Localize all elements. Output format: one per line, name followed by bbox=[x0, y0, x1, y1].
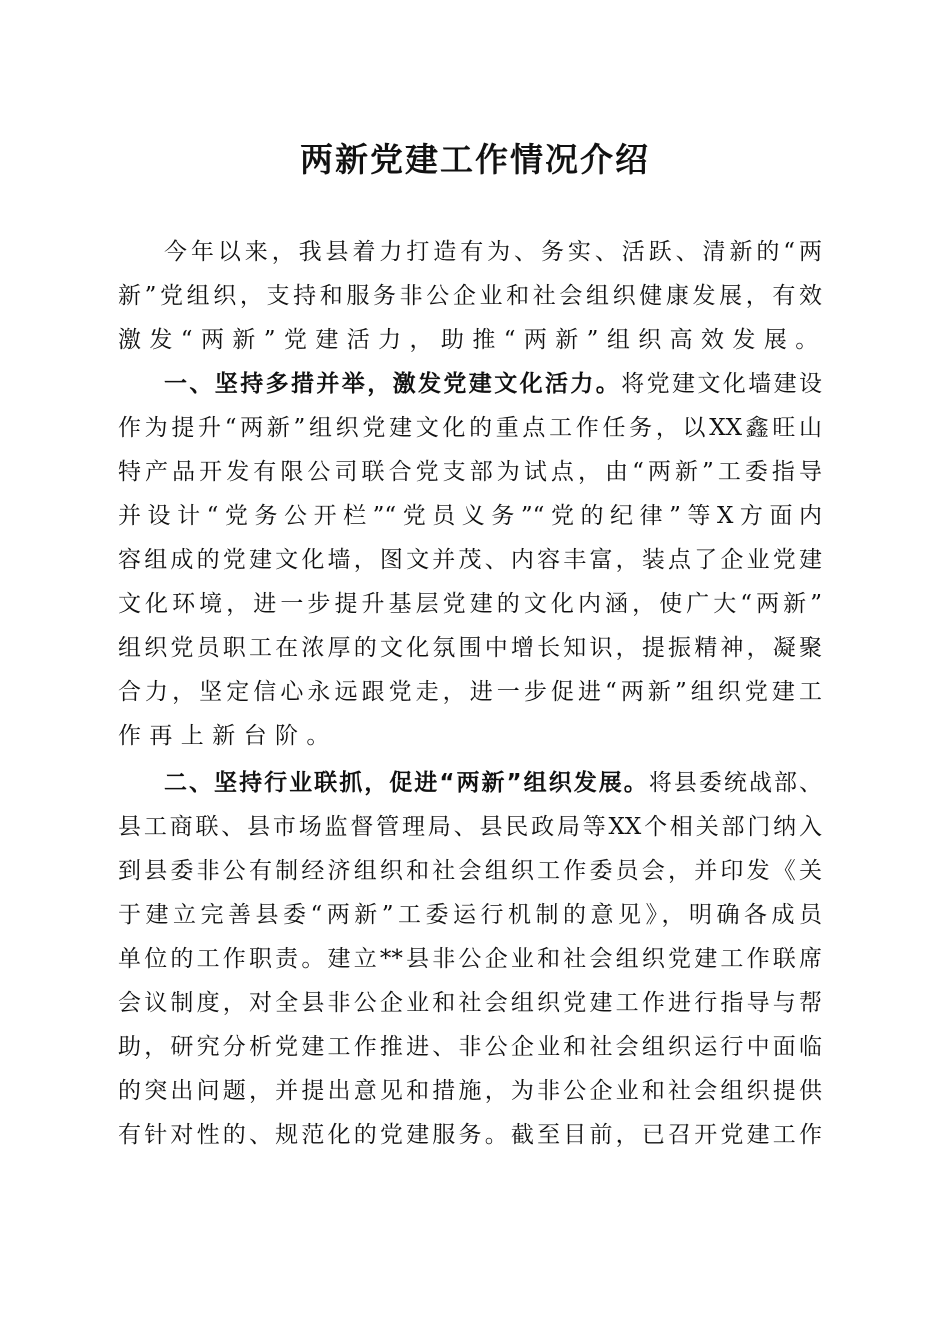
text-line: 今年以来，我县着力打造有为、务实、活跃、清新的“两 bbox=[164, 239, 822, 265]
text-line: 激发“两新”党建活力，助推“两新”组织高效发展。 bbox=[118, 327, 827, 353]
text-line: 会议制度，对全县非公企业和社会组织党建工作进行指导与帮 bbox=[118, 990, 822, 1016]
text-line bbox=[118, 761, 822, 805]
text-line: 组织党员职工在浓厚的文化氛围中增长知识，提振精神，凝聚 bbox=[118, 635, 822, 661]
text-line: 文化环境，进一步提升基层党建的文化内涵，使广大“两新” bbox=[118, 591, 822, 617]
text-line bbox=[118, 362, 822, 406]
text-segment: 将党建文化墙建设 bbox=[621, 371, 823, 397]
text-line: 的突出问题，并提出意见和措施，为非公企业和社会组织提供 bbox=[118, 1078, 822, 1104]
paragraph-section-1 bbox=[118, 362, 822, 758]
section-heading: 二、坚持行业联抓，促进“两新”组织发展。 bbox=[164, 770, 649, 796]
text-line: 并设计“党务公开栏”“党员义务”“党的纪律”等X方面内 bbox=[118, 503, 822, 529]
paragraph-intro bbox=[118, 230, 827, 362]
document-title: 两新党建工作情况介绍 bbox=[300, 140, 650, 179]
paragraph-section-2 bbox=[118, 761, 822, 1157]
text-segment: 将县委统战部、 bbox=[648, 770, 823, 796]
text-line: 助，研究分析党建工作推进、非公企业和社会组织运行中面临 bbox=[118, 1034, 822, 1060]
text-line: 到县委非公有制经济组织和社会组织工作委员会，并印发《关 bbox=[118, 858, 822, 884]
section-heading: 一、坚持多措并举，激发党建文化活力。 bbox=[164, 371, 622, 397]
text-line: 合力，坚定信心永远跟党走，进一步促进“两新”组织党建工 bbox=[118, 679, 822, 705]
document-body bbox=[118, 230, 827, 1157]
text-line: 容组成的党建文化墙，图文并茂、内容丰富，装点了企业党建 bbox=[118, 547, 822, 573]
text-line: 作再上新台阶。 bbox=[118, 723, 338, 749]
text-line: 于建立完善县委“两新”工委运行机制的意见》，明确各成员 bbox=[118, 902, 822, 928]
text-line: 新”党组织，支持和服务非公企业和社会组织健康发展，有效 bbox=[118, 283, 822, 309]
text-line: 作为提升“两新”组织党建文化的重点工作任务，以XX鑫旺山 bbox=[118, 415, 822, 441]
text-line: 单位的工作职责。建立**县非公企业和社会组织党建工作联席 bbox=[118, 946, 822, 972]
text-line: 特产品开发有限公司联合党支部为试点，由“两新”工委指导 bbox=[118, 459, 822, 485]
text-line: 有针对性的、规范化的党建服务。截至目前，已召开党建工作 bbox=[118, 1122, 822, 1148]
text-line: 县工商联、县市场监督管理局、县民政局等XX个相关部门纳入 bbox=[118, 814, 822, 840]
